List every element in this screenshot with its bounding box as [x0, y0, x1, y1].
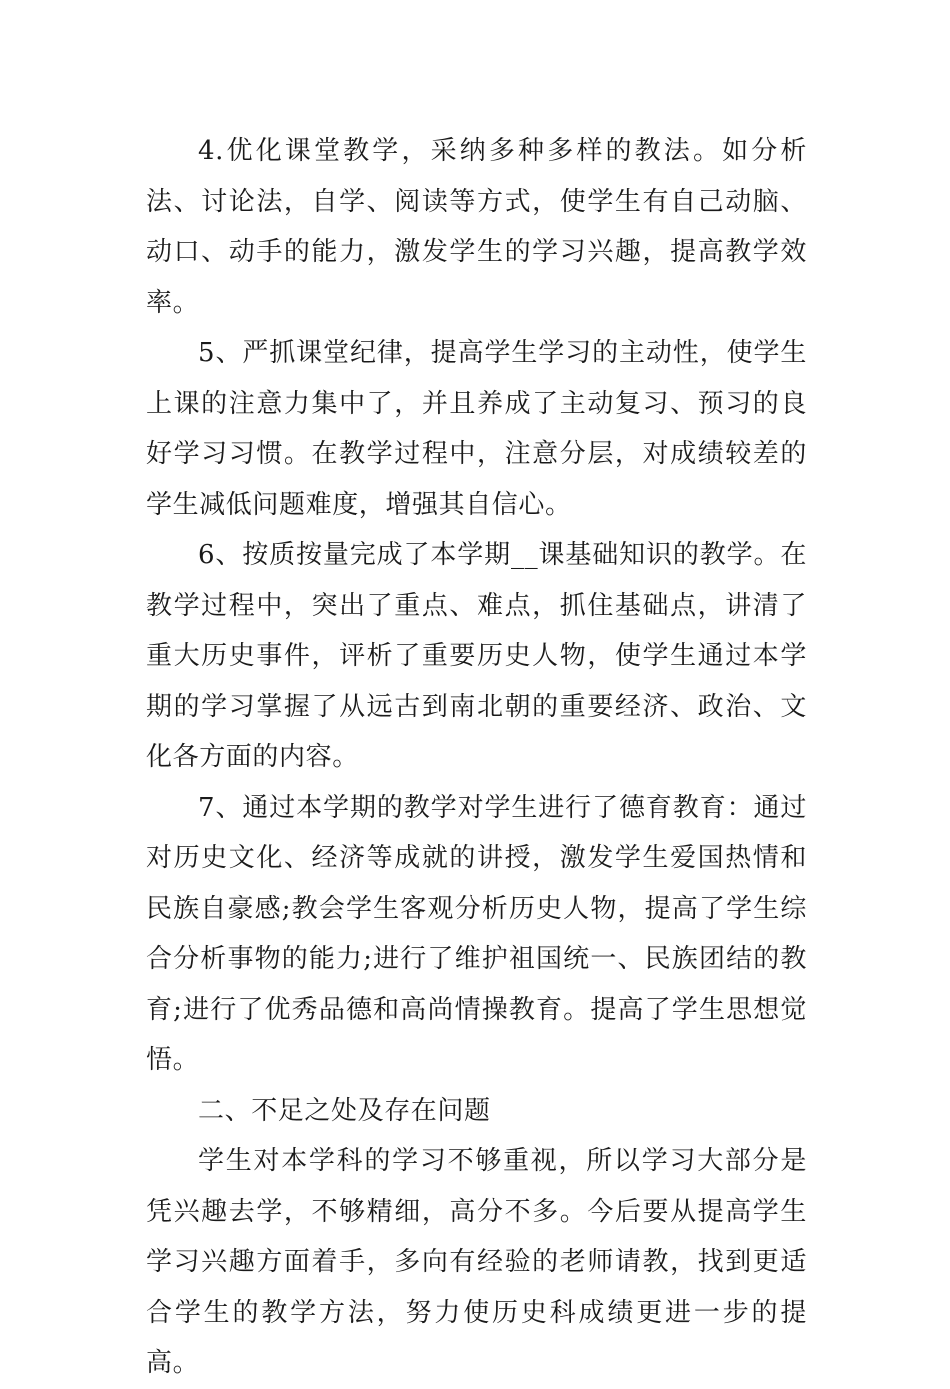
- paragraph-course-completion: 6、按质按量完成了本学期__课基础知识的教学。在教学过程中，突出了重点、难点，抓住基础点，讲清了重大历史事件，评析了重要历史人物，使学生通过本学期的学习掌握了从远古到南北朝的重要经济、政治、文化各方面的内容。: [146, 540, 807, 772]
- section-heading-shortcomings: 二、不足之处及存在问题: [198, 1095, 491, 1126]
- paragraph-moral-education: 7、通过本学期的教学对学生进行了德育教育：通过对历史文化、经济等成就的讲授，激发学生爱国热情和民族自豪感;教会学生客观分析历史人物，提高了学生综合分析事物的能力;进行了维护祖国统一、民族团结的教育;进行了优秀品德和高尚情操教育。提高了学生思想觉悟。: [146, 792, 807, 1075]
- paragraph-teaching-methods: 4.优化课堂教学，采纳多种多样的教法。如分析法、讨论法，自学、阅读等方式，使学生有自己动脑、动口、动手的能力，激发学生的学习兴趣，提高教学效率。: [146, 136, 807, 318]
- paragraph-classroom-discipline: 5、严抓课堂纪律，提高学生学习的主动性，使学生上课的注意力集中了，并且养成了主动复习、预习的良好学习习惯。在教学过程中，注意分层，对成绩较差的学生减低问题难度，增强其自信心。: [146, 338, 807, 520]
- paragraph-improvement-plan: 学生对本学科的学习不够重视，所以学习大部分是凭兴趣去学，不够精细，高分不多。今后要从提高学生学习兴趣方面着手，多向有经验的老师请教，找到更适合学生的教学方法，努力使历史科成绩更进一步的提高。: [146, 1146, 807, 1378]
